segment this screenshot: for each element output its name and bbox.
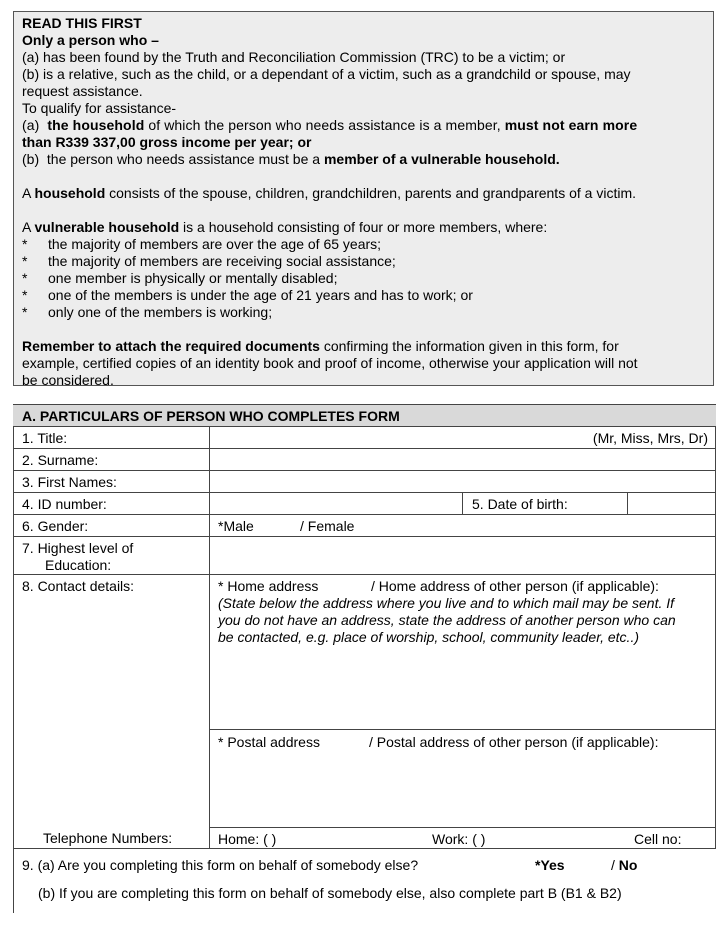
qualify-b [22, 151, 705, 168]
instructions-box [13, 11, 714, 386]
bullet-icon: * [22, 253, 28, 269]
gender-field [209, 515, 716, 536]
vulnerable-definition [22, 219, 705, 236]
home-address-note: (State below the address where you live and to which mail may be sent. If you do not have an address, state the address of another person who can be contacted, e.g. place of worship, school, community leader, etc..) [218, 595, 676, 645]
reminder-line1 [22, 338, 705, 355]
bullet-text: one of the members is under the age of 21 years and has to work; or [48, 287, 473, 303]
qualify-heading: To qualify for assistance- [22, 100, 177, 116]
home-address-other-label: / Home address of other person (if applicable): [371, 578, 659, 594]
postal-address-label: * Postal address [218, 734, 320, 750]
form-section-a [13, 404, 716, 924]
reminder-line2: example, certified copies of an identity book and proof of income, otherwise your application will not [22, 355, 638, 371]
home-phone-field[interactable]: Home: ( ) [218, 831, 277, 847]
qualify-a-line2: than R339 337,00 gross income per year; or [22, 134, 312, 150]
list-item [22, 304, 705, 321]
vh-bold: vulnerable household [34, 219, 180, 235]
title-row [13, 426, 716, 448]
qa-bold1: the household [47, 117, 145, 133]
yes-option[interactable]: *Yes [535, 857, 565, 873]
criterion-a: (a) has been found by the Truth and Reconciliation Commission (TRC) to be a victim; or [22, 49, 566, 65]
bullet-icon: * [22, 304, 28, 320]
gender-row [13, 514, 716, 536]
bullet-text: one member is physically or mentally disabled; [48, 270, 338, 286]
title-label: 1. Title: [22, 430, 68, 446]
no-slash: / [611, 857, 619, 873]
postal-address-field[interactable] [210, 729, 716, 828]
bullet-text: the majority of members are over the age of 65 years; [48, 236, 382, 252]
list-item [22, 253, 705, 270]
question-9a: 9. (a) Are you completing this form on behalf of somebody else? [22, 857, 419, 873]
qa-mid: of which the person who needs assistance is a member, [144, 117, 505, 133]
qb-prefix: (b) the person who needs assistance must be a [22, 151, 324, 167]
cell-phone-field[interactable]: Cell no: [634, 831, 682, 847]
gender-label: 6. Gender: [22, 518, 89, 534]
id-row [13, 492, 716, 514]
qa-prefix: (a) [22, 117, 48, 133]
id-number-field[interactable] [209, 493, 462, 514]
title-hint: (Mr, Miss, Mrs, Dr) [592, 430, 708, 446]
reminder-rest: confirming the information given in this form, for [319, 338, 619, 354]
first-names-row [13, 470, 716, 492]
list-item [22, 236, 705, 253]
vh-a: A [22, 219, 35, 235]
reminder-line3: be considered. [22, 372, 114, 388]
home-address-field[interactable] [210, 575, 716, 729]
section-header [13, 404, 716, 426]
hh-rest: consists of the spouse, children, grandchildren, parents and grandparents of a victim. [105, 185, 636, 201]
work-phone-field[interactable]: Work: ( ) [432, 831, 486, 847]
bullet-text: the majority of members are receiving social assistance; [48, 253, 396, 269]
surname-row [13, 448, 716, 470]
question-9b: (b) If you are completing this form on behalf of somebody else, also complete part B (B1 & B2) [38, 885, 622, 901]
qualify-a [22, 117, 705, 134]
no-label: No [618, 857, 638, 873]
household-definition [22, 185, 705, 202]
surname-label: 2. Surname: [22, 452, 99, 468]
gender-female-option[interactable]: / Female [300, 518, 355, 534]
hh-a: A [22, 185, 35, 201]
question-9b-row [13, 877, 716, 905]
criterion-b-line1: (b) is a relative, such as the child, or a dependant of a victim, such as a grandchild or spouse, may [22, 66, 631, 82]
telephone-label: Telephone Numbers: [43, 830, 173, 846]
contact-row [13, 574, 716, 848]
only-person-text: Only a person who – [22, 32, 159, 48]
gender-male-option[interactable]: *Male [218, 518, 254, 534]
education-field[interactable] [209, 537, 716, 574]
section-title: A. PARTICULARS OF PERSON WHO COMPLETES FORM [22, 408, 400, 424]
title-field[interactable] [209, 427, 716, 448]
bullet-text: only one of the members is working; [48, 304, 273, 320]
vh-rest: is a household consisting of four or more members, where: [179, 219, 548, 235]
qa-bold2: must not earn more [504, 117, 638, 133]
hh-bold: household [34, 185, 106, 201]
heading: READ THIS FIRST [22, 15, 142, 31]
criterion-b-line2: request assistance. [22, 83, 143, 99]
qb-bold: member of a vulnerable household. [323, 151, 560, 167]
list-item [22, 270, 705, 287]
dob-field[interactable] [627, 493, 716, 514]
contact-label: 8. Contact details: [22, 578, 135, 594]
education-label-line1: 7. Highest level of [22, 540, 134, 556]
bullet-icon: * [22, 270, 28, 286]
first-names-field[interactable] [209, 471, 716, 492]
bullet-icon: * [22, 236, 28, 252]
surname-field[interactable] [209, 449, 716, 470]
id-label: 4. ID number: [22, 496, 107, 512]
education-row [13, 536, 716, 574]
dob-label: 5. Date of birth: [472, 496, 568, 512]
question-9a-row [13, 849, 716, 877]
dob-label-cell [462, 493, 627, 514]
telephone-fields [210, 827, 716, 850]
list-item [22, 287, 705, 304]
bullet-icon: * [22, 287, 28, 303]
no-option[interactable] [611, 857, 637, 874]
reminder-bold: Remember to attach the required documents [22, 338, 320, 354]
home-address-label: * Home address [218, 578, 319, 594]
postal-address-other-label: / Postal address of other person (if applicable): [369, 734, 659, 750]
contact-details-cell [209, 575, 716, 848]
first-names-label: 3. First Names: [22, 474, 117, 490]
education-label-line2: Education: [45, 557, 112, 573]
